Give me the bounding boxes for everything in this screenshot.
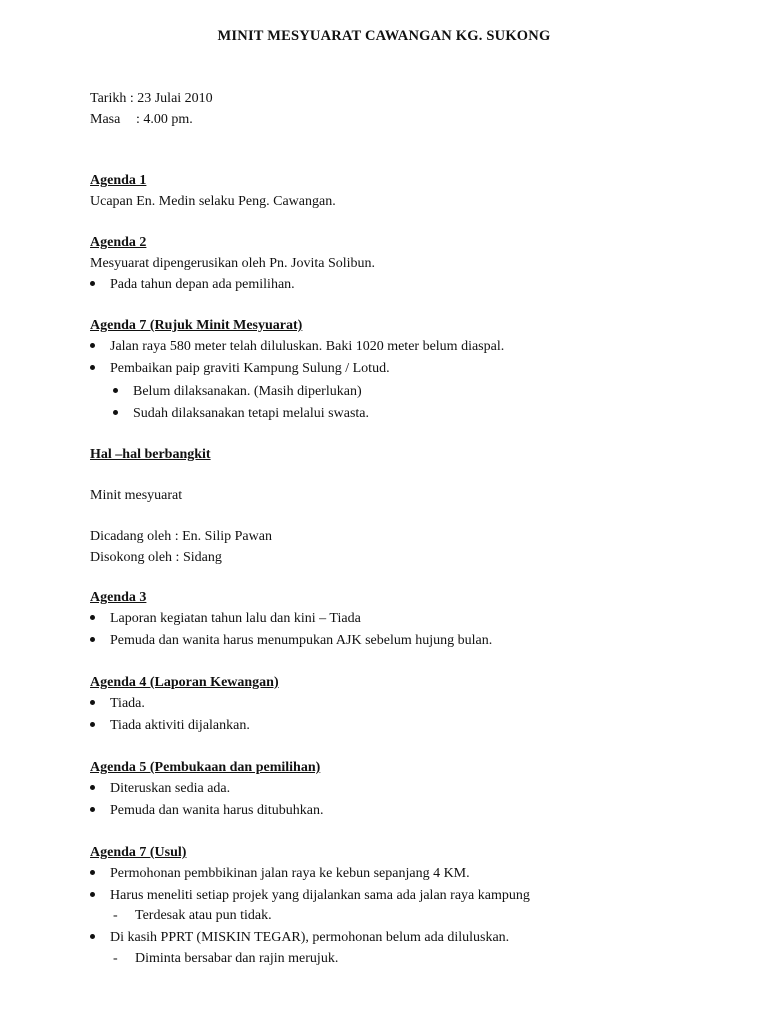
dash-item: - Terdesak atau pun tidak. (113, 908, 272, 923)
agenda-2-heading: Agenda 2 (90, 235, 147, 250)
list-item: Pemuda dan wanita harus ditubuhkan. (90, 802, 323, 820)
bullet-icon (90, 700, 95, 705)
bullet-icon (90, 722, 95, 727)
sub-list-item: Belum dilaksanakan. (Masih diperlukan) (113, 383, 362, 401)
list-item: Pemuda dan wanita harus menumpukan AJK sebelum hujung bulan. (90, 632, 492, 650)
list-item: Jalan raya 580 meter telah diluluskan. Baki 1020 meter belum diaspal. (90, 338, 504, 356)
list-item: Pembaikan paip graviti Kampung Sulung / Lotud. (90, 360, 390, 378)
seconded-by: Disokong oleh : Sidang (90, 550, 222, 565)
bullet-icon (90, 785, 95, 790)
bullet-icon (90, 365, 95, 370)
bullet-icon (90, 892, 95, 897)
bullet-icon (90, 615, 95, 620)
dash-item: - Diminta bersabar dan rajin merujuk. (113, 951, 339, 966)
list-item: Di kasih PPRT (MISKIN TEGAR), permohonan belum ada diluluskan. (90, 929, 509, 947)
time-value: : 4.00 pm. (136, 112, 193, 127)
proposed-by: Dicadang oleh : En. Silip Pawan (90, 529, 272, 544)
list-item: Pada tahun depan ada pemilihan. (90, 276, 295, 294)
list-item: Permohonan pembbikinan jalan raya ke kebun sepanjang 4 KM. (90, 865, 470, 883)
agenda-2-text: Mesyuarat dipengerusikan oleh Pn. Jovita Solibun. (90, 256, 376, 271)
agenda-1-heading: Agenda 1 (90, 173, 147, 188)
meeting-time (90, 111, 193, 129)
bullet-icon (90, 281, 95, 286)
list-item: Tiada. (90, 695, 145, 713)
hal-berbangkit-text: Minit mesyuarat (90, 488, 183, 503)
bullet-icon (90, 870, 95, 875)
bullet-icon (113, 388, 118, 393)
meeting-date: Tarikh : 23 Julai 2010 (90, 91, 213, 106)
list-item: Tiada aktiviti dijalankan. (90, 717, 250, 735)
list-item: Diteruskan sedia ada. (90, 780, 230, 798)
list-item: Harus meneliti setiap projek yang dijalankan sama ada jalan raya kampung (90, 887, 530, 905)
agenda-7-rujuk-heading: Agenda 7 (Rujuk Minit Mesyuarat) (90, 318, 303, 333)
hal-berbangkit-heading: Hal –hal berbangkit (90, 447, 211, 462)
agenda-4-heading: Agenda 4 (Laporan Kewangan) (90, 675, 279, 690)
sub-list-item: Sudah dilaksanakan tetapi melalui swasta. (113, 405, 369, 423)
agenda-5-heading: Agenda 5 (Pembukaan dan pemilihan) (90, 760, 321, 775)
list-item: Laporan kegiatan tahun lalu dan kini – Tiada (90, 610, 361, 628)
bullet-icon (90, 637, 95, 642)
document-title: MINIT MESYUARAT CAWANGAN KG. SUKONG (217, 28, 551, 44)
bullet-icon (113, 410, 118, 415)
bullet-icon (90, 934, 95, 939)
agenda-1-text: Ucapan En. Medin selaku Peng. Cawangan. (90, 194, 336, 209)
agenda-3-heading: Agenda 3 (90, 590, 147, 605)
time-label: Masa (90, 112, 121, 127)
agenda-7-usul-heading: Agenda 7 (Usul) (90, 845, 187, 860)
bullet-icon (90, 807, 95, 812)
bullet-icon (90, 343, 95, 348)
